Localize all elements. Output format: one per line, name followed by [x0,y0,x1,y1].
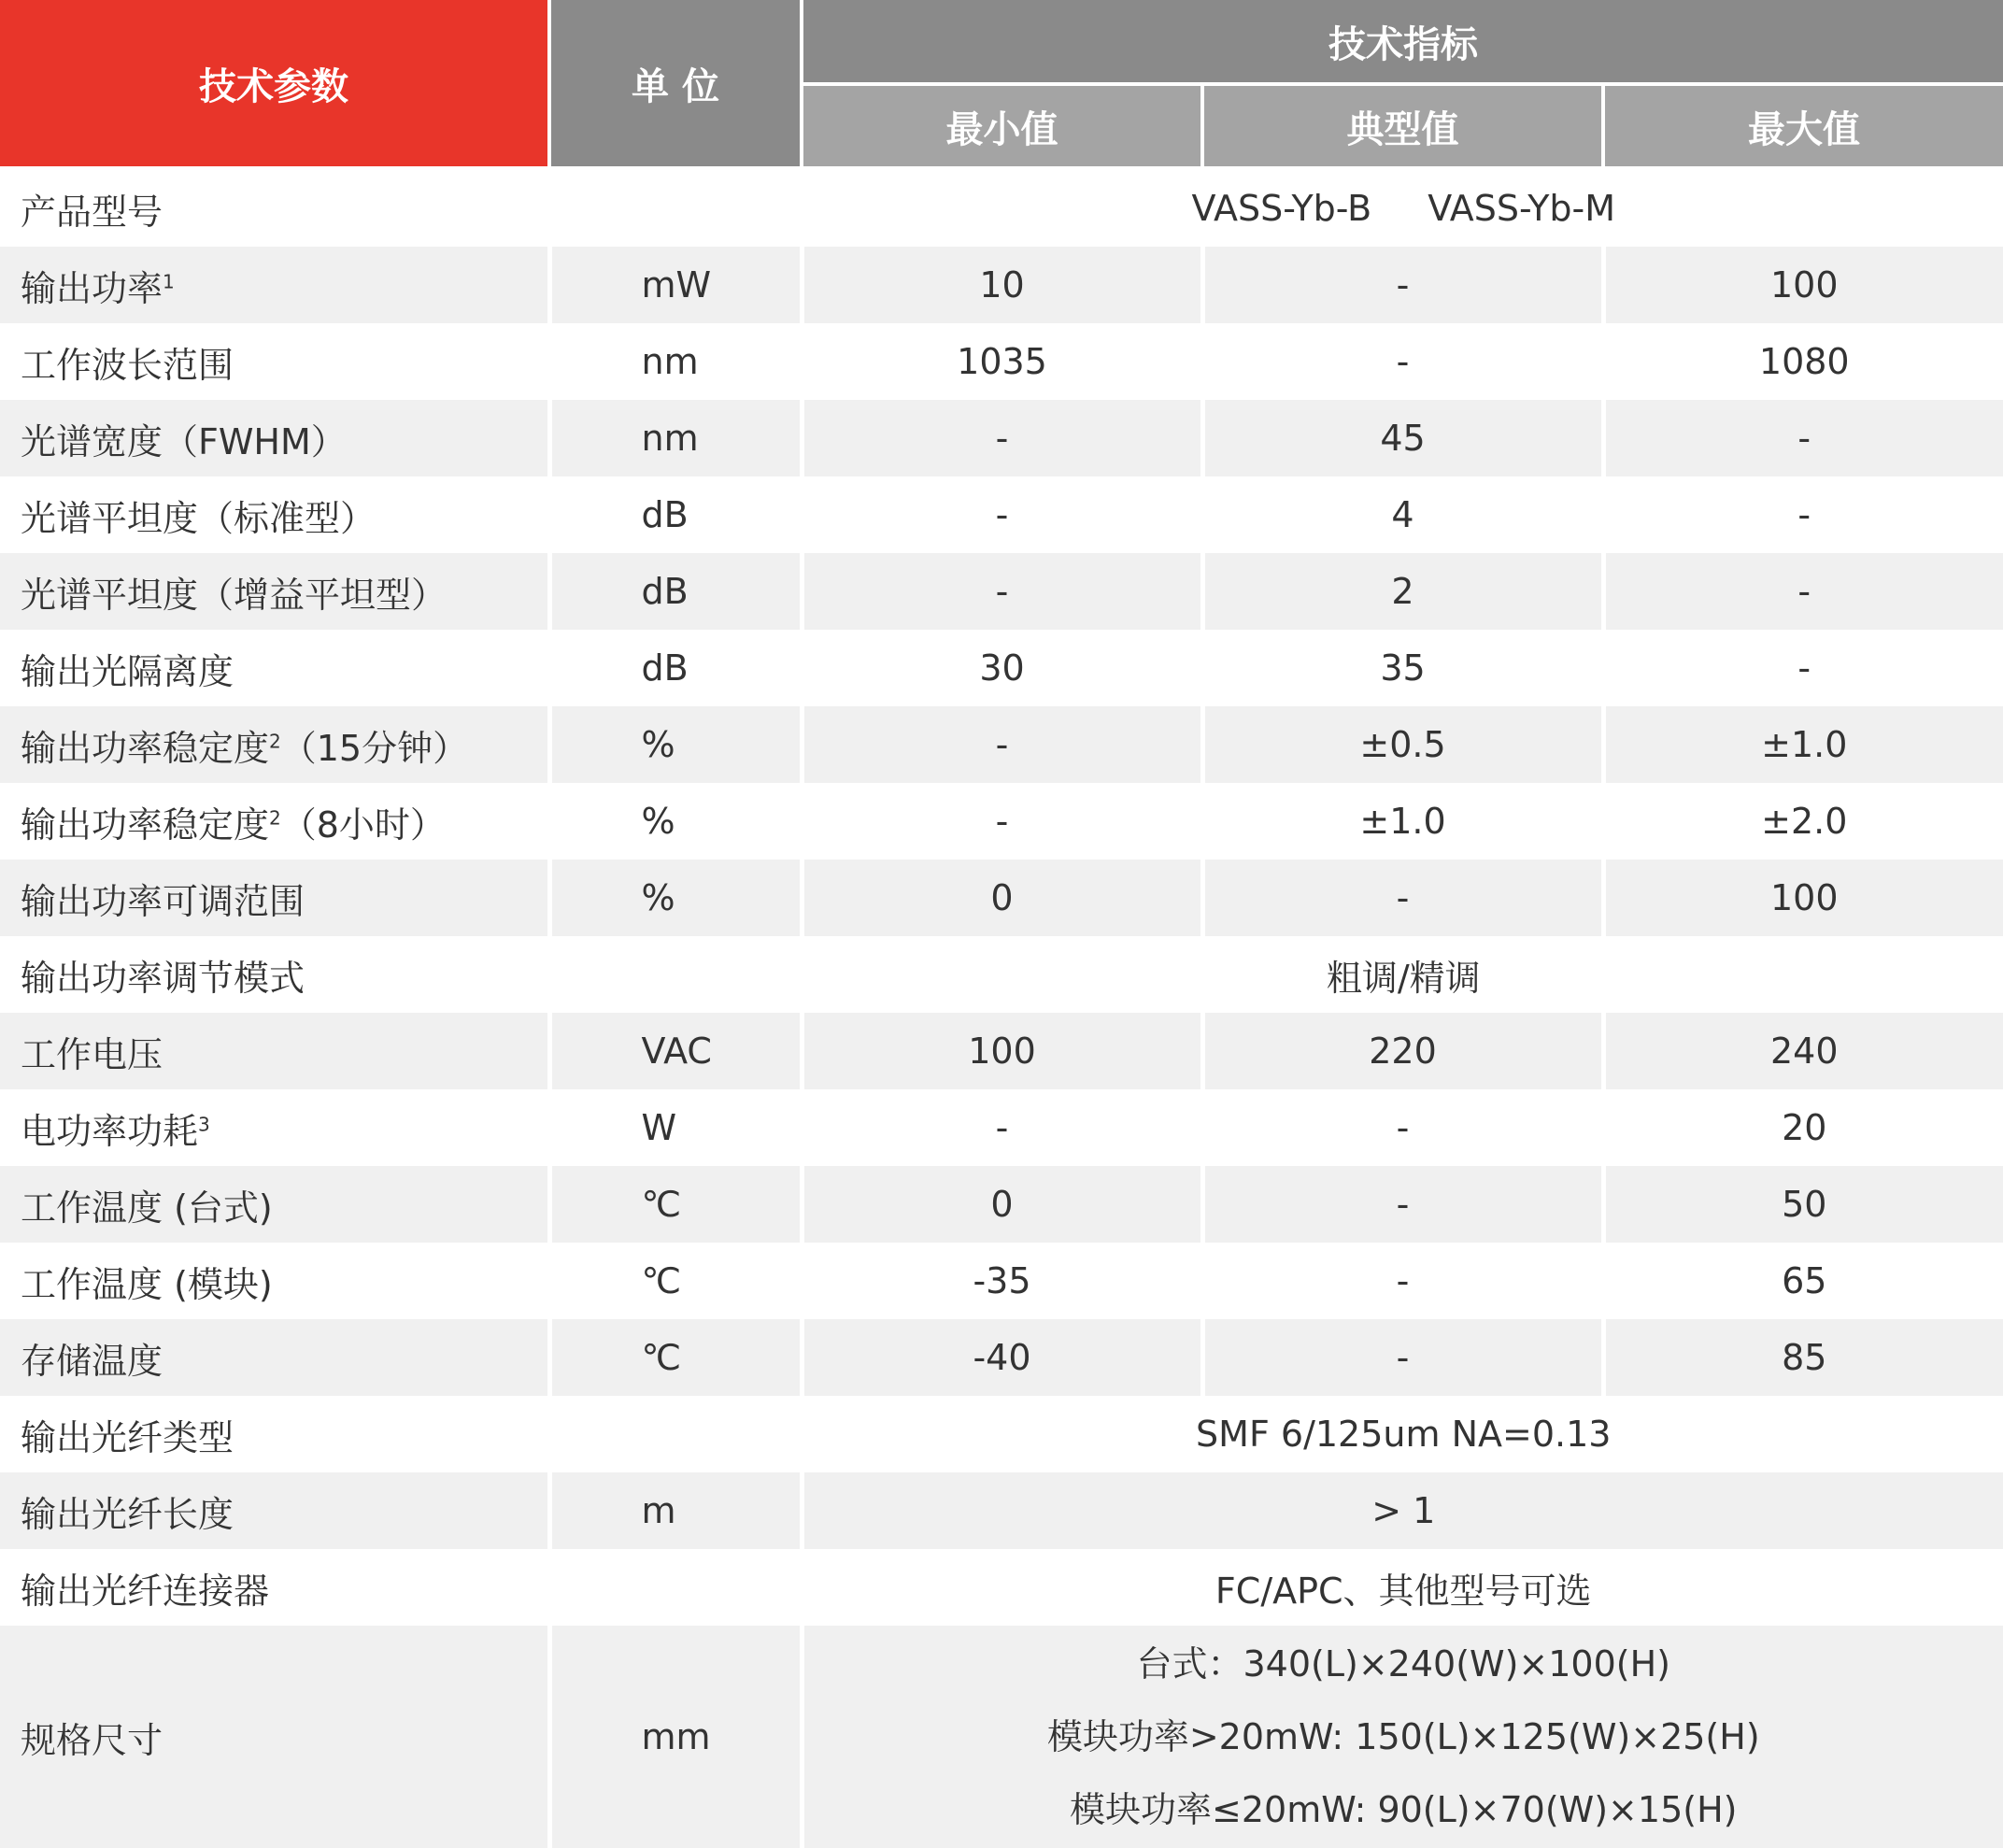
dimension-line: 模块功率≤20mW: 90(L)×70(W)×15(H) [804,1773,2003,1846]
max-value: 100 [1603,860,2003,936]
spanned-value-text: VASS-Yb-B [1191,188,1371,229]
min-value: 1035 [802,323,1202,400]
param-name-suffix: （15分钟） [281,728,468,769]
param-name [0,860,549,936]
unit-cell: W [549,1089,802,1166]
spanned-value [802,1549,2003,1626]
param-name [0,1013,549,1089]
typ-value: ±0.5 [1202,706,1603,783]
min-value: - [802,783,1202,860]
param-name-text: 工作电压 [21,1034,163,1075]
max-value: 65 [1603,1243,2003,1319]
unit-cell: mm [549,1626,802,1848]
param-name-suffix: （8小时） [281,804,446,846]
table-row [0,1089,2003,1166]
param-name [0,706,549,783]
param-name-text: 输出功率调节模式 [21,958,305,999]
unit-cell: dB [549,630,802,706]
table-row [0,247,2003,323]
header-param: 技术参数 [0,0,549,168]
min-value: 10 [802,247,1202,323]
unit-cell [549,1549,802,1626]
table-row [0,1396,2003,1472]
min-value: - [802,476,1202,553]
table-row [0,400,2003,476]
param-name-text: 工作波长范围 [21,345,234,386]
param-name-text: 存储温度 [21,1341,163,1382]
min-value: -40 [802,1319,1202,1396]
table-row [0,323,2003,400]
min-value: -35 [802,1243,1202,1319]
spanned-value [802,168,2003,247]
max-value: 1080 [1603,323,2003,400]
table-row [0,1472,2003,1549]
table-row [0,1243,2003,1319]
unit-cell: ℃ [549,1166,802,1243]
typ-value: 2 [1202,553,1603,630]
param-name-text: 输出光纤类型 [21,1417,234,1458]
max-value: - [1603,630,2003,706]
min-value: - [802,706,1202,783]
param-name [0,1472,549,1549]
max-value: - [1603,476,2003,553]
max-value: 100 [1603,247,2003,323]
header-typ: 典型值 [1202,84,1603,168]
param-name-text: 光谱平坦度（标准型） [21,498,376,539]
unit-cell: VAC [549,1013,802,1089]
param-name-text: 光谱平坦度（增益平坦型） [21,575,447,616]
spanned-value-text: 粗调/精调 [1327,958,1481,999]
spanned-value-text: > 1 [1371,1490,1435,1531]
param-name [0,323,549,400]
footnote-marker: 2 [269,730,281,752]
spanned-value [802,936,2003,1013]
min-value: 0 [802,1166,1202,1243]
max-value: 50 [1603,1166,2003,1243]
param-name [0,1549,549,1626]
param-name [0,1166,549,1243]
param-name [0,476,549,553]
typ-value: - [1202,247,1603,323]
param-name-text: 规格尺寸 [21,1720,163,1761]
header-max: 最大值 [1603,84,2003,168]
param-name-text: 输出光纤长度 [21,1494,234,1535]
unit-cell: % [549,860,802,936]
dimension-line: 模块功率>20mW: 150(L)×125(W)×25(H) [804,1700,2003,1773]
param-name [0,630,549,706]
param-name [0,1243,549,1319]
table-row [0,1549,2003,1626]
table-row [0,553,2003,630]
param-name-text: 输出功率稳定度 [21,804,269,846]
typ-value: ±1.0 [1202,783,1603,860]
footnote-marker: 2 [269,806,281,829]
unit-cell: m [549,1472,802,1549]
unit-cell: mW [549,247,802,323]
table-row [0,1319,2003,1396]
max-value: ±1.0 [1603,706,2003,783]
header-min: 最小值 [802,84,1202,168]
typ-value: - [1202,1166,1603,1243]
unit-cell: % [549,706,802,783]
param-name-text: 输出功率稳定度 [21,728,269,769]
max-value: 85 [1603,1319,2003,1396]
typ-value: - [1202,1319,1603,1396]
table-row [0,1166,2003,1243]
typ-value: - [1202,1089,1603,1166]
param-name [0,400,549,476]
min-value: - [802,553,1202,630]
param-name [0,1626,549,1848]
spec-table-body [0,168,2003,1848]
max-value: ±2.0 [1603,783,2003,860]
typ-value: - [1202,1243,1603,1319]
spanned-value [802,1396,2003,1472]
header-unit: 单 位 [549,0,802,168]
spanned-value [802,1472,2003,1549]
typ-value: 220 [1202,1013,1603,1089]
table-row [0,168,2003,247]
param-name-text: 工作温度 (台式) [21,1187,273,1229]
typ-value: 35 [1202,630,1603,706]
unit-cell: dB [549,476,802,553]
unit-cell: nm [549,400,802,476]
dimension-line: 台式：340(L)×240(W)×100(H) [804,1628,2003,1700]
param-name-text: 光谱宽度（FWHM） [21,421,347,462]
param-name-text: 工作温度 (模块) [21,1264,273,1305]
table-row [0,630,2003,706]
spanned-value-text: VASS-Yb-M [1428,188,1615,229]
max-value: 240 [1603,1013,2003,1089]
table-row [0,936,2003,1013]
min-value: 0 [802,860,1202,936]
max-value: - [1603,553,2003,630]
param-name [0,1089,549,1166]
table-row [0,706,2003,783]
param-name [0,1319,549,1396]
unit-cell: ℃ [549,1243,802,1319]
param-name-text: 输出光纤连接器 [21,1571,269,1612]
param-name [0,936,549,1013]
typ-value: 45 [1202,400,1603,476]
param-name [0,1396,549,1472]
min-value: 100 [802,1013,1202,1089]
param-name-text: 电功率功耗 [21,1111,198,1152]
footnote-marker: 3 [198,1113,210,1135]
param-name [0,783,549,860]
param-name-text: 输出光隔离度 [21,651,234,692]
param-name-text: 输出功率可调范围 [21,881,305,922]
unit-cell: ℃ [549,1319,802,1396]
min-value: - [802,1089,1202,1166]
spanned-value [802,1626,2003,1848]
param-name [0,168,549,247]
spanned-value-text: SMF 6/125um NA=0.13 [1196,1414,1611,1455]
param-name-text: 产品型号 [21,192,163,233]
min-value: - [802,400,1202,476]
typ-value: 4 [1202,476,1603,553]
param-name [0,553,549,630]
param-name [0,247,549,323]
table-row [0,1013,2003,1089]
max-value: 20 [1603,1089,2003,1166]
unit-cell [549,936,802,1013]
unit-cell: dB [549,553,802,630]
typ-value: - [1202,323,1603,400]
table-row [0,860,2003,936]
spanned-value-text: FC/APC、其他型号可选 [1215,1571,1592,1612]
min-value: 30 [802,630,1202,706]
unit-cell [549,1396,802,1472]
param-name-text: 输出功率 [21,268,163,309]
typ-value: - [1202,860,1603,936]
table-row [0,476,2003,553]
max-value: - [1603,400,2003,476]
unit-cell [549,168,802,247]
unit-cell: nm [549,323,802,400]
table-row [0,783,2003,860]
table-row [0,1626,2003,1848]
unit-cell: % [549,783,802,860]
header-spec-group: 技术指标 [802,0,2003,84]
footnote-marker: 1 [163,270,175,292]
